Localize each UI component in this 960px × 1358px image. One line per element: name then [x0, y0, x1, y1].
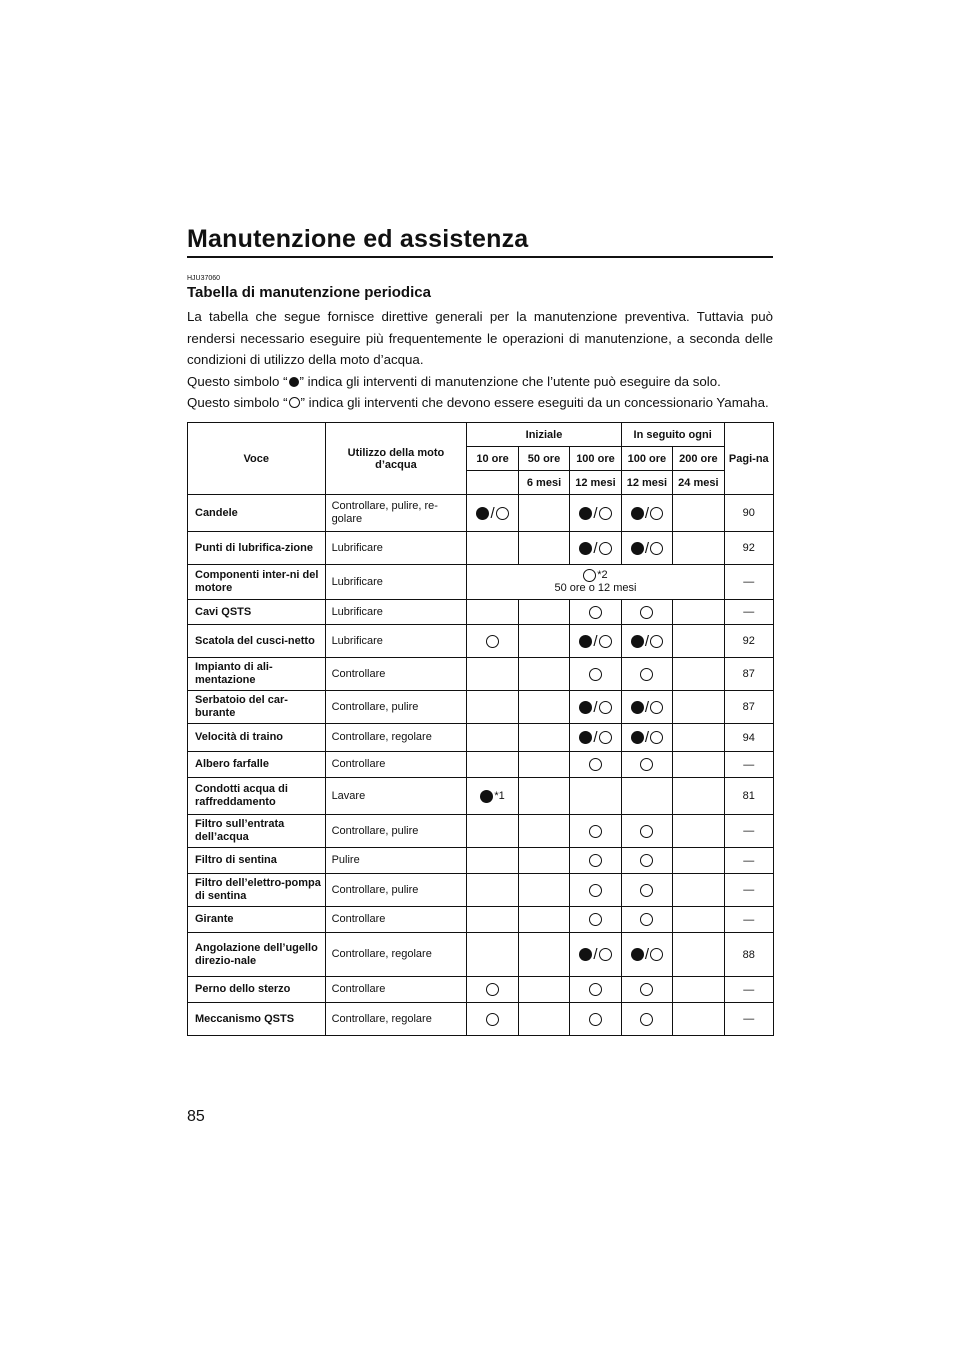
table-row	[188, 1003, 774, 1036]
intro-text-part: Questo simbolo “	[187, 373, 288, 389]
header-200-ore: 200 ore	[673, 447, 724, 471]
open-circle-icon	[589, 983, 602, 996]
header-utilizzo: Utilizzo della moto d’acqua	[325, 423, 467, 495]
row-page: —	[724, 752, 773, 778]
schedule-cell	[518, 532, 569, 565]
interval-note: 50 ore o 12 mesi	[554, 582, 637, 595]
slash-separator: /	[644, 946, 649, 963]
open-circle-icon	[496, 507, 509, 520]
schedule-cell	[570, 848, 621, 874]
schedule-cell	[518, 625, 569, 658]
schedule-cell	[673, 874, 724, 907]
row-operation: Lubrificare	[325, 565, 467, 600]
schedule-mark	[640, 668, 653, 680]
open-circle-icon	[289, 397, 300, 408]
table-row	[188, 815, 774, 848]
intro-text-part: Questo simbolo “	[187, 395, 288, 410]
filled-circle-icon	[579, 507, 592, 520]
header-24-mesi: 24 mesi	[673, 471, 724, 495]
schedule-cell	[467, 752, 518, 778]
schedule-mark	[589, 884, 602, 896]
open-circle-icon	[486, 983, 499, 996]
row-operation: Lubrificare	[325, 532, 467, 565]
filled-circle-icon	[476, 507, 489, 520]
filled-circle-icon	[579, 701, 592, 714]
schedule-cell	[673, 691, 724, 724]
schedule-cell	[673, 815, 724, 848]
filled-circle-icon	[631, 701, 644, 714]
table-row	[188, 848, 774, 874]
schedule-span-cell	[467, 565, 724, 600]
table-row	[188, 907, 774, 933]
schedule-mark	[589, 1013, 602, 1025]
row-page: —	[724, 848, 773, 874]
schedule-cell	[621, 1003, 672, 1036]
schedule-mark	[589, 983, 602, 995]
schedule-mark	[486, 1013, 499, 1025]
schedule-cell	[570, 874, 621, 907]
header-voce: Voce	[188, 423, 326, 495]
header-iniziale: Iniziale	[467, 423, 621, 447]
table-row	[188, 495, 774, 532]
open-circle-icon	[599, 948, 612, 961]
header-12-mesi: 12 mesi	[570, 471, 621, 495]
row-item: Candele	[188, 495, 326, 532]
filled-circle-icon	[289, 377, 299, 387]
slash-separator: /	[593, 632, 598, 650]
row-item: Velocità di traino	[188, 724, 326, 752]
schedule-cell	[467, 625, 518, 658]
schedule-cell	[673, 658, 724, 691]
schedule-cell	[570, 658, 621, 691]
schedule-cell	[673, 778, 724, 815]
header-6-mesi: 6 mesi	[518, 471, 569, 495]
schedule-cell	[673, 977, 724, 1003]
row-item: Meccanismo QSTS	[188, 1003, 326, 1036]
open-circle-icon	[640, 884, 653, 897]
open-circle-icon	[599, 701, 612, 714]
open-circle-icon	[599, 507, 612, 520]
filled-circle-icon	[631, 635, 644, 648]
open-circle-icon	[589, 606, 602, 619]
schedule-cell	[673, 848, 724, 874]
row-operation: Controllare	[325, 658, 467, 691]
schedule-mark	[589, 825, 602, 837]
row-page: —	[724, 600, 773, 625]
row-item: Filtro dell’elettro-pompa di sentina	[188, 874, 326, 907]
schedule-cell	[621, 752, 672, 778]
header-empty	[467, 471, 518, 495]
filled-circle-icon	[579, 635, 592, 648]
row-page: 94	[724, 724, 773, 752]
slash-separator: /	[644, 632, 649, 650]
row-page: 87	[724, 691, 773, 724]
schedule-cell	[518, 752, 569, 778]
table-row	[188, 778, 774, 815]
schedule-cell	[621, 933, 672, 977]
row-page: 90	[724, 495, 773, 532]
filled-circle-icon	[631, 507, 644, 520]
schedule-cell	[673, 907, 724, 933]
open-circle-icon	[640, 825, 653, 838]
intro-text	[187, 306, 773, 414]
table-row	[188, 532, 774, 565]
header-100-ore: 100 ore	[621, 447, 672, 471]
row-operation: Controllare, pulire	[325, 874, 467, 907]
schedule-cell	[621, 658, 672, 691]
table-row	[188, 874, 774, 907]
schedule-cell	[518, 907, 569, 933]
row-operation: Controllare, pulire	[325, 691, 467, 724]
open-circle-icon	[589, 913, 602, 926]
row-page: 88	[724, 933, 773, 977]
schedule-cell	[518, 724, 569, 752]
schedule-cell	[570, 933, 621, 977]
row-item: Scatola del cusci-netto	[188, 625, 326, 658]
table-row	[188, 600, 774, 625]
schedule-mark	[579, 729, 611, 746]
schedule-cell	[467, 724, 518, 752]
row-item: Girante	[188, 907, 326, 933]
schedule-cell	[621, 778, 672, 815]
slash-separator: /	[593, 729, 598, 746]
header-100-ore: 100 ore	[570, 447, 621, 471]
schedule-cell	[570, 778, 621, 815]
schedule-cell	[467, 907, 518, 933]
row-operation: Controllare, regolare	[325, 933, 467, 977]
slash-separator: /	[593, 946, 598, 963]
schedule-cell	[518, 600, 569, 625]
page-title: Manutenzione ed assistenza	[187, 225, 529, 253]
open-circle-icon	[650, 542, 663, 555]
schedule-cell	[518, 933, 569, 977]
row-operation: Lubrificare	[325, 600, 467, 625]
filled-circle-icon	[480, 790, 493, 803]
open-circle-icon	[599, 731, 612, 744]
schedule-mark	[480, 790, 504, 802]
table-row	[188, 724, 774, 752]
slash-separator: /	[593, 504, 598, 522]
open-circle-icon	[589, 884, 602, 897]
schedule-cell	[570, 625, 621, 658]
open-circle-icon	[486, 635, 499, 648]
schedule-cell	[467, 600, 518, 625]
schedule-cell	[570, 815, 621, 848]
schedule-mark	[640, 606, 653, 618]
schedule-cell	[467, 778, 518, 815]
open-circle-icon	[589, 668, 602, 681]
schedule-mark	[579, 504, 611, 522]
schedule-mark	[631, 698, 663, 716]
footnote-marker: *2	[597, 568, 608, 581]
footnote-marker: *1	[494, 789, 505, 802]
intro-text-part: ” indica gli interventi di manutenzione che l’utente può eseguire da solo.	[299, 373, 721, 389]
schedule-cell	[673, 752, 724, 778]
schedule-cell	[621, 977, 672, 1003]
row-page: —	[724, 815, 773, 848]
schedule-cell	[467, 874, 518, 907]
row-page: —	[724, 565, 773, 600]
open-circle-icon	[640, 1013, 653, 1026]
schedule-mark	[589, 758, 602, 770]
open-circle-icon	[599, 635, 612, 648]
open-circle-icon	[640, 758, 653, 771]
schedule-cell	[570, 752, 621, 778]
schedule-mark	[579, 698, 611, 716]
slash-separator: /	[644, 729, 649, 746]
schedule-cell	[467, 1003, 518, 1036]
header-10-ore: 10 ore	[467, 447, 518, 471]
schedule-cell	[518, 778, 569, 815]
filled-circle-icon	[579, 731, 592, 744]
schedule-cell	[467, 658, 518, 691]
row-operation: Controllare, pulire	[325, 815, 467, 848]
schedule-cell	[570, 724, 621, 752]
filled-circle-icon	[631, 542, 644, 555]
open-circle-icon	[640, 854, 653, 867]
schedule-cell	[673, 532, 724, 565]
slash-separator: /	[593, 539, 598, 557]
open-circle-icon	[650, 731, 663, 744]
header-pagina: Pagi-na	[724, 423, 773, 495]
schedule-cell	[570, 907, 621, 933]
schedule-cell	[467, 815, 518, 848]
schedule-cell	[570, 532, 621, 565]
schedule-mark	[631, 729, 663, 746]
row-item: Serbatoio del car-burante	[188, 691, 326, 724]
schedule-mark	[640, 913, 653, 925]
schedule-cell	[570, 495, 621, 532]
schedule-cell	[621, 691, 672, 724]
schedule-cell	[518, 848, 569, 874]
row-item: Angolazione dell’ugello direzio-nale	[188, 933, 326, 977]
row-item: Punti di lubrifica-zione	[188, 532, 326, 565]
schedule-cell	[467, 532, 518, 565]
open-circle-icon	[589, 1013, 602, 1026]
intro-filled-symbol-line	[187, 371, 773, 393]
schedule-cell	[621, 907, 672, 933]
filled-circle-icon	[579, 542, 592, 555]
schedule-cell	[467, 933, 518, 977]
intro-text-part: ” indica gli interventi che devono essere eseguiti da un concessionario Yamaha.	[300, 395, 769, 410]
row-page: —	[724, 874, 773, 907]
row-operation: Controllare, regolare	[325, 724, 467, 752]
open-circle-icon	[589, 825, 602, 838]
row-operation: Controllare, pulire, re-golare	[325, 495, 467, 532]
schedule-cell	[621, 532, 672, 565]
table-row	[188, 752, 774, 778]
schedule-mark	[486, 983, 499, 995]
open-circle-icon	[486, 1013, 499, 1026]
schedule-cell	[673, 600, 724, 625]
schedule-mark	[589, 854, 602, 866]
row-item: Cavi QSTS	[188, 600, 326, 625]
open-circle-icon	[589, 758, 602, 771]
table-row	[188, 565, 774, 600]
schedule-cell	[518, 658, 569, 691]
row-operation: Controllare	[325, 977, 467, 1003]
row-item: Impianto di ali-mentazione	[188, 658, 326, 691]
schedule-cell	[467, 848, 518, 874]
schedule-cell	[673, 933, 724, 977]
schedule-cell	[621, 600, 672, 625]
row-operation: Lavare	[325, 778, 467, 815]
schedule-cell	[467, 495, 518, 532]
open-circle-icon	[650, 507, 663, 520]
schedule-cell	[518, 495, 569, 532]
open-circle-icon	[640, 606, 653, 619]
slash-separator: /	[644, 539, 649, 557]
row-item: Perno dello sterzo	[188, 977, 326, 1003]
slash-separator: /	[593, 698, 598, 716]
intro-open-symbol-line	[187, 392, 773, 414]
row-item: Filtro sull’entrata dell’acqua	[188, 815, 326, 848]
schedule-cell	[673, 1003, 724, 1036]
schedule-cell	[570, 1003, 621, 1036]
table-body	[188, 495, 774, 1036]
slash-separator: /	[644, 698, 649, 716]
schedule-mark	[589, 668, 602, 680]
schedule-mark	[640, 884, 653, 896]
filled-circle-icon	[579, 948, 592, 961]
schedule-mark	[476, 504, 508, 522]
row-item: Filtro di sentina	[188, 848, 326, 874]
row-page: 81	[724, 778, 773, 815]
row-page: 87	[724, 658, 773, 691]
schedule-cell	[467, 691, 518, 724]
schedule-cell	[621, 724, 672, 752]
open-circle-icon	[640, 983, 653, 996]
schedule-mark	[579, 539, 611, 557]
open-circle-icon	[589, 854, 602, 867]
schedule-mark	[640, 825, 653, 837]
filled-circle-icon	[631, 731, 644, 744]
schedule-mark	[631, 632, 663, 650]
schedule-cell	[621, 495, 672, 532]
schedule-cell	[673, 495, 724, 532]
schedule-mark	[631, 539, 663, 557]
row-item: Componenti inter-ni del motore	[188, 565, 326, 600]
filled-circle-icon	[631, 948, 644, 961]
schedule-cell	[518, 691, 569, 724]
table-row	[188, 933, 774, 977]
table-row	[188, 658, 774, 691]
schedule-cell	[518, 1003, 569, 1036]
row-operation: Controllare	[325, 907, 467, 933]
schedule-cell	[621, 625, 672, 658]
schedule-mark	[579, 946, 611, 963]
schedule-cell	[570, 600, 621, 625]
intro-paragraph: La tabella che segue fornisce direttive generali per la manutenzione preventiva. Tuttavia può rendersi necessario eseguire più frequentemente le operazioni di manutenzione, a seconda delle condizioni di utilizzo della moto d’acqua.	[187, 309, 773, 367]
schedule-mark	[640, 983, 653, 995]
row-page: —	[724, 977, 773, 1003]
slash-separator: /	[644, 504, 649, 522]
schedule-cell	[621, 815, 672, 848]
header-50-ore: 50 ore	[518, 447, 569, 471]
schedule-mark	[579, 632, 611, 650]
row-operation: Controllare	[325, 752, 467, 778]
header-in-seguito: In seguito ogni	[621, 423, 724, 447]
schedule-mark	[589, 606, 602, 618]
schedule-cell	[673, 625, 724, 658]
open-circle-icon	[583, 569, 596, 582]
schedule-cell	[518, 977, 569, 1003]
row-page: 92	[724, 625, 773, 658]
schedule-mark	[589, 913, 602, 925]
header-rule	[187, 256, 773, 258]
open-circle-icon	[650, 701, 663, 714]
schedule-cell	[467, 977, 518, 1003]
page-number: 85	[187, 1108, 205, 1125]
row-page: —	[724, 907, 773, 933]
section-code: HJU37060	[187, 275, 221, 282]
schedule-cell	[673, 724, 724, 752]
page-header	[187, 224, 773, 258]
schedule-mark	[631, 946, 663, 963]
row-operation: Pulire	[325, 848, 467, 874]
section-title: Tabella di manutenzione periodica	[187, 284, 431, 301]
schedule-cell	[621, 874, 672, 907]
row-item: Albero farfalle	[188, 752, 326, 778]
row-operation: Lubrificare	[325, 625, 467, 658]
row-item: Condotti acqua di raffreddamento	[188, 778, 326, 815]
schedule-mark	[486, 635, 499, 647]
schedule-cell	[518, 815, 569, 848]
schedule-mark	[640, 1013, 653, 1025]
open-circle-icon	[640, 913, 653, 926]
schedule-mark	[631, 504, 663, 522]
open-circle-icon	[650, 948, 663, 961]
schedule-mark	[640, 854, 653, 866]
row-page: —	[724, 1003, 773, 1036]
table-row	[188, 691, 774, 724]
table-row	[188, 977, 774, 1003]
table-row	[188, 625, 774, 658]
open-circle-icon	[640, 668, 653, 681]
row-page: 92	[724, 532, 773, 565]
open-circle-icon	[599, 542, 612, 555]
header-12-mesi: 12 mesi	[621, 471, 672, 495]
row-operation: Controllare, regolare	[325, 1003, 467, 1036]
schedule-mark	[640, 758, 653, 770]
schedule-cell	[621, 848, 672, 874]
schedule-cell	[570, 977, 621, 1003]
schedule-cell	[570, 691, 621, 724]
slash-separator: /	[490, 504, 495, 522]
schedule-cell	[518, 874, 569, 907]
maintenance-table	[187, 422, 774, 1036]
open-circle-icon	[650, 635, 663, 648]
